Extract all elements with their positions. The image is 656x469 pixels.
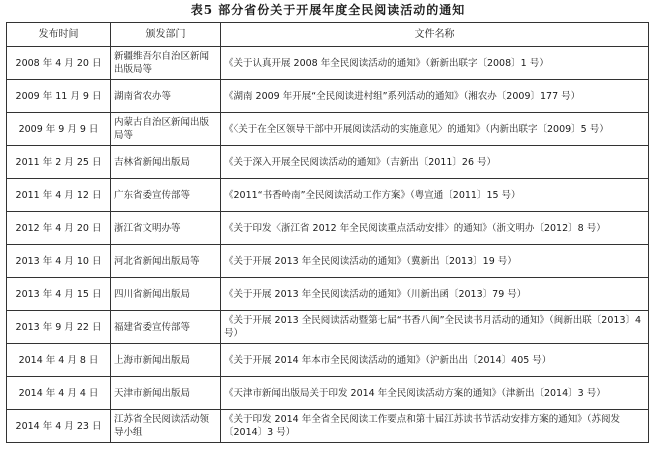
table-row (7, 146, 649, 179)
department-cell: 上海市新闻出版局 (111, 344, 221, 377)
department-cell: 浙江省文明办等 (111, 212, 221, 245)
header-row (7, 23, 649, 47)
document-cell: 《关于开展 2013 年全民阅读活动的通知》（冀新出〔2013〕19 号） (221, 245, 649, 278)
document-cell: 《〈关于在全区领导干部中开展阅读活动的实施意见〉的通知》（内新出联字〔2009〕5 号） (221, 113, 649, 146)
department-cell: 江苏省全民阅读活动领导小组 (111, 410, 221, 443)
header-document: 文件名称 (221, 23, 649, 47)
department-cell: 新疆维吾尔自治区新闻出版局等 (111, 47, 221, 80)
date-cell: 2014 年 4 月 23 日 (7, 410, 111, 443)
notices-table (6, 22, 649, 443)
document-cell: 《湖南 2009 年开展“全民阅读进村组”系列活动的通知》（湘农办〔2009〕177 号） (221, 80, 649, 113)
document-cell: 《关于印发 2014 年全省全民阅读工作要点和第十届江苏读书节活动安排方案的通知》（苏阅发〔2014〕3 号） (221, 410, 649, 443)
table-row (7, 311, 649, 344)
header-date: 发布时间 (7, 23, 111, 47)
table-row (7, 179, 649, 212)
date-cell: 2014 年 4 月 8 日 (7, 344, 111, 377)
document-cell: 《关于认真开展 2008 年全民阅读活动的通知》（新新出联字〔2008〕1 号） (221, 47, 649, 80)
document-cell: 《关于开展 2013 全民阅读活动暨第七届“书香八闽”全民读书月活动的通知》（闽新出联〔2013〕4 号） (221, 311, 649, 344)
date-cell: 2008 年 4 月 20 日 (7, 47, 111, 80)
date-cell: 2011 年 2 月 25 日 (7, 146, 111, 179)
document-cell: 《关于深入开展全民阅读活动的通知》（吉新出〔2011〕26 号） (221, 146, 649, 179)
date-cell: 2013 年 4 月 10 日 (7, 245, 111, 278)
date-cell: 2011 年 4 月 12 日 (7, 179, 111, 212)
department-cell: 广东省委宣传部等 (111, 179, 221, 212)
department-cell: 四川省新闻出版局 (111, 278, 221, 311)
document-cell: 《关于开展 2014 年本市全民阅读活动的通知》（沪新出出〔2014〕405 号） (221, 344, 649, 377)
table-row (7, 47, 649, 80)
date-cell: 2009 年 11 月 9 日 (7, 80, 111, 113)
department-cell: 天津市新闻出版局 (111, 377, 221, 410)
date-cell: 2013 年 9 月 22 日 (7, 311, 111, 344)
table-row (7, 245, 649, 278)
table-row (7, 377, 649, 410)
date-cell: 2012 年 4 月 20 日 (7, 212, 111, 245)
table-row (7, 113, 649, 146)
table-row (7, 410, 649, 443)
date-cell: 2009 年 9 月 9 日 (7, 113, 111, 146)
department-cell: 河北省新闻出版局等 (111, 245, 221, 278)
table-row (7, 212, 649, 245)
department-cell: 吉林省新闻出版局 (111, 146, 221, 179)
department-cell: 福建省委宣传部等 (111, 311, 221, 344)
table-row (7, 80, 649, 113)
document-cell: 《关于印发〈浙江省 2012 年全民阅读重点活动安排〉的通知》（浙文明办〔2012〕8 号） (221, 212, 649, 245)
table-caption: 表5 部分省份关于开展年度全民阅读活动的通知 (190, 3, 466, 17)
date-cell: 2014 年 4 月 4 日 (7, 377, 111, 410)
table-row (7, 344, 649, 377)
department-cell: 内蒙古自治区新闻出版局等 (111, 113, 221, 146)
table-row (7, 278, 649, 311)
document-cell: 《天津市新闻出版局关于印发 2014 年全民阅读活动方案的通知》（津新出〔2014〕3 号） (221, 377, 649, 410)
department-cell: 湖南省农办等 (111, 80, 221, 113)
document-cell: 《关于开展 2013 年全民阅读活动的通知》（川新出函〔2013〕79 号） (221, 278, 649, 311)
document-cell: 《2011“书香岭南”全民阅读活动工作方案》（粤宣通〔2011〕15 号） (221, 179, 649, 212)
header-department: 颁发部门 (111, 23, 221, 47)
date-cell: 2013 年 4 月 15 日 (7, 278, 111, 311)
